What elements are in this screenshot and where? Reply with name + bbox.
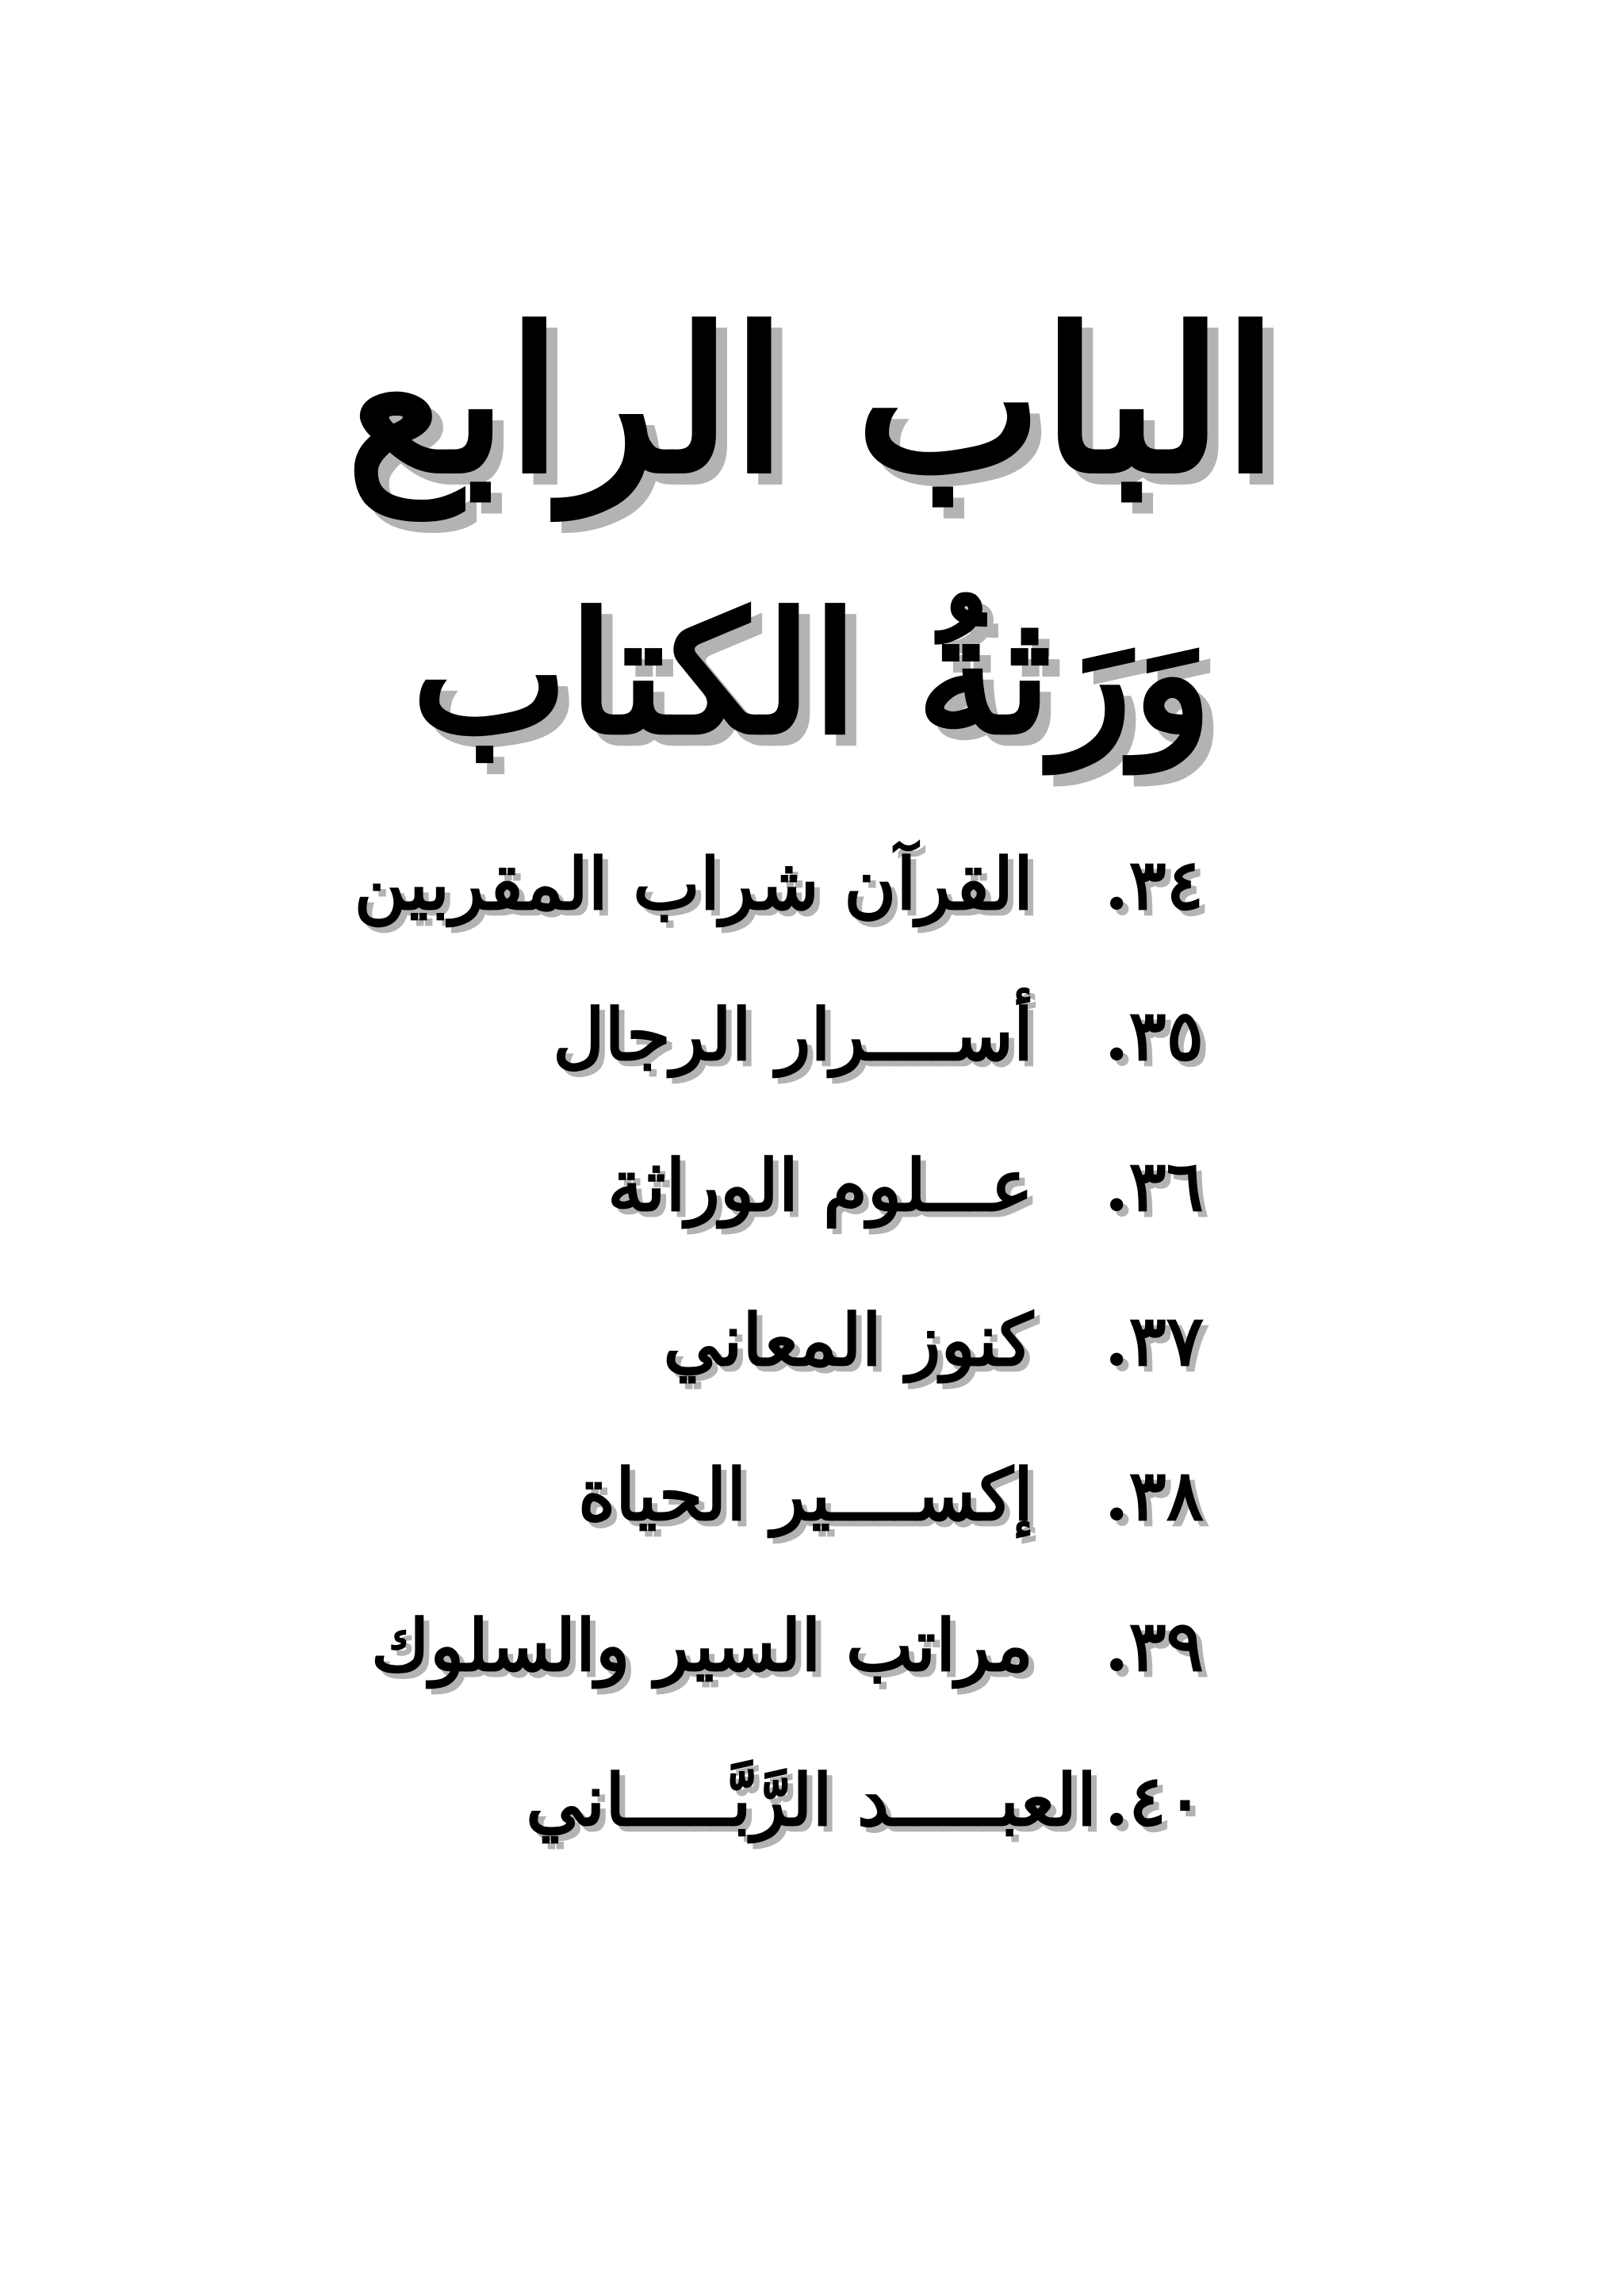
toc-item-title: القرآن شراب المقربين xyxy=(354,842,1033,926)
toc-item-number: ٣٥. xyxy=(1104,994,1204,1076)
toc-item-title: مراتب السير والسلوك xyxy=(370,1604,1033,1688)
toc-item xyxy=(0,825,1624,944)
toc-item xyxy=(0,976,1624,1095)
toc-item-number: ٣٤. xyxy=(1104,843,1204,926)
chapter-title: الباب الرابع xyxy=(346,284,1278,517)
chapter-subtitle: وَرَثةُ الكتاب xyxy=(411,576,1213,772)
toc-item xyxy=(0,1281,1624,1400)
toc-item-title: إكســــير الحياة xyxy=(577,1453,1033,1537)
toc-item-number: ٣٨. xyxy=(1104,1454,1204,1536)
toc-item xyxy=(0,1126,1624,1245)
toc-item-title: كنوز المعاني xyxy=(663,1298,1033,1382)
toc-item xyxy=(0,1586,1624,1705)
toc-item-number: ٣٦. xyxy=(1104,1145,1204,1227)
toc-item-number: ٣٧. xyxy=(1104,1299,1204,1382)
toc-item-number: ٤٠. xyxy=(1104,1759,1204,1842)
toc-item-title: عـــلوم الوراثة xyxy=(607,1144,1033,1228)
toc-item xyxy=(0,1741,1624,1860)
toc-item-title: العبـــــد الرَّبَّـــــاني xyxy=(526,1758,1097,1842)
toc-item-number: ٣٩. xyxy=(1104,1605,1204,1687)
toc-item-title: أســــرار الرجال xyxy=(553,993,1033,1077)
toc-item xyxy=(0,1436,1624,1555)
